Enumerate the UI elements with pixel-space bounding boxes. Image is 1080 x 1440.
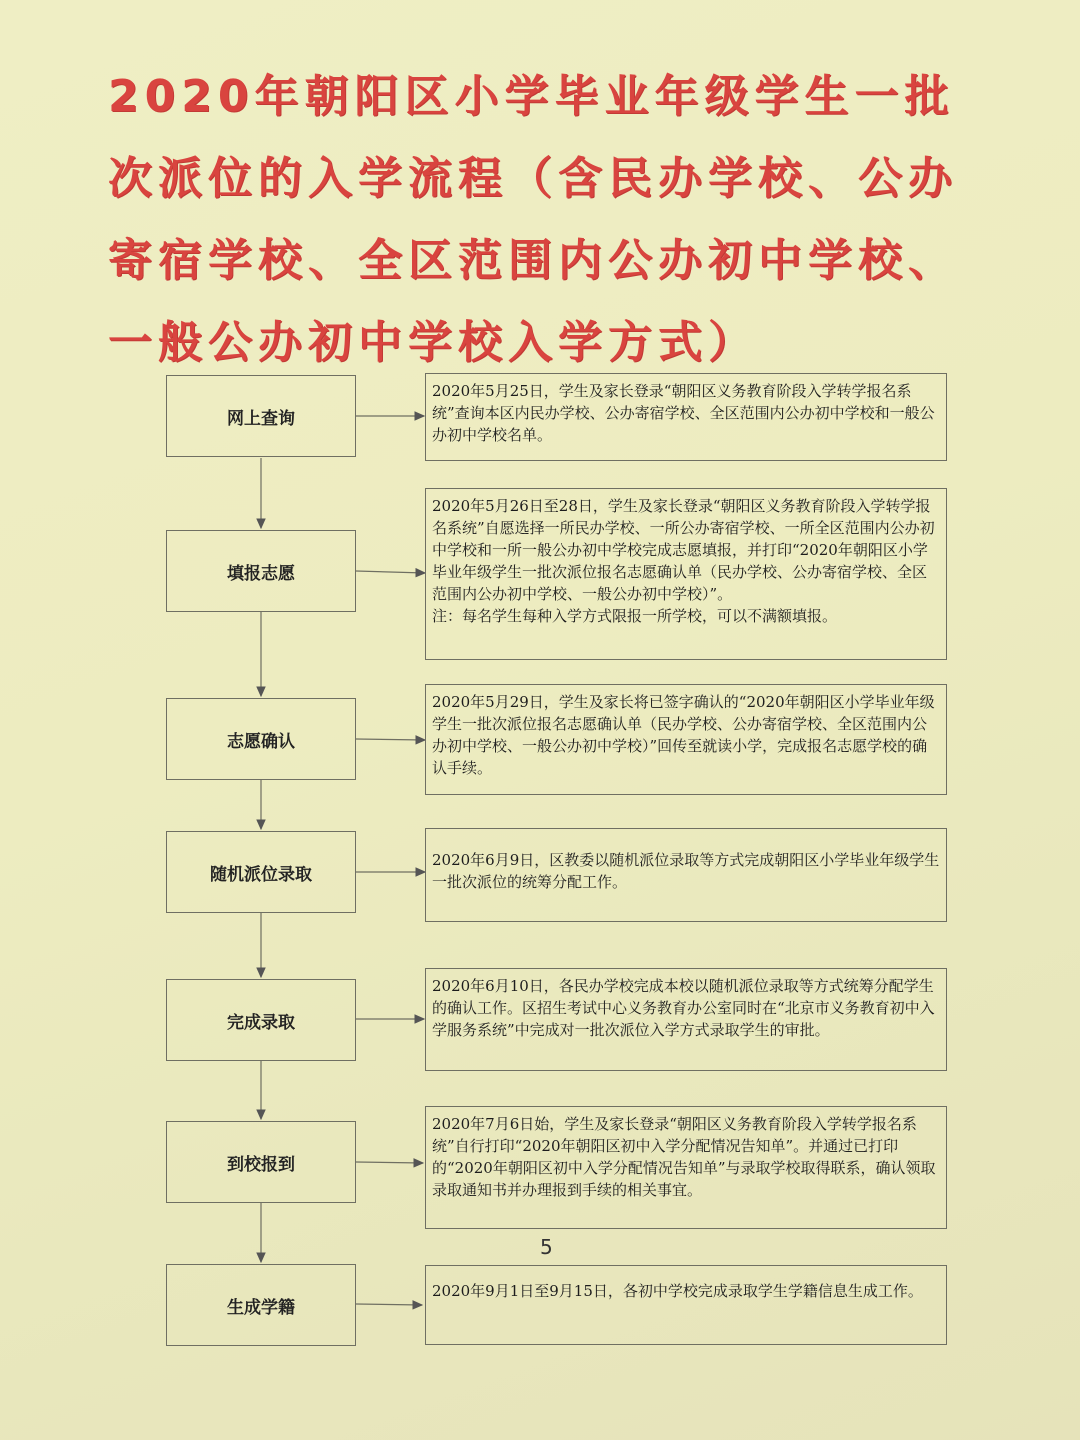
desc-box-fill-preferences bbox=[425, 488, 947, 660]
desc-text: 2020年6月10日，各民办学校完成本校以随机派位录取等方式统筹分配学生的确认工作。区招生考试中心义务教育办公室同时在“北京市义务教育初中入学服务系统”中完成对一批次派位入学方式录取学生的审批。 bbox=[432, 977, 935, 1039]
desc-box-complete-admission bbox=[425, 968, 947, 1071]
step-box-random-allocation: 随机派位录取 bbox=[166, 831, 356, 913]
desc-text: 2020年6月9日，区教委以随机派位录取等方式完成朝阳区小学毕业年级学生一批次派位的统筹分配工作。 bbox=[432, 851, 940, 891]
page-title: 2020年朝阳区小学毕业年级学生一批次派位的入学流程（含民办学校、公办寄宿学校、全区范围内公办初中学校、一般公办初中学校入学方式） bbox=[108, 71, 958, 368]
desc-note: 注：每名学生每种入学方式限报一所学校，可以不满额填报。 bbox=[432, 607, 838, 625]
desc-box-random-allocation bbox=[425, 828, 947, 922]
desc-box-confirm-preferences bbox=[425, 684, 947, 795]
arrow-right-7 bbox=[356, 1304, 422, 1305]
desc-text: 2020年7月6日始，学生及家长登录“朝阳区义务教育阶段入学转学报名系统”自行打印“2020年朝阳区初中入学分配情况告知单”。并通过已打印的“2020年朝阳区初中入学分配情况告知单”与录取学校取得联系，确认领取录取通知书并办理报到手续的相关事宜。 bbox=[432, 1115, 936, 1199]
desc-box-school-registration bbox=[425, 1106, 947, 1229]
arrow-right-2 bbox=[356, 571, 425, 573]
arrow-right-3 bbox=[356, 739, 425, 740]
step-box-confirm-preferences: 志愿确认 bbox=[166, 698, 356, 780]
desc-text: 2020年9月1日至9月15日，各初中学校完成录取学生学籍信息生成工作。 bbox=[432, 1282, 923, 1300]
step-box-school-registration: 到校报到 bbox=[166, 1121, 356, 1203]
desc-box-online-query bbox=[425, 373, 947, 461]
desc-text: 2020年5月25日，学生及家长登录“朝阳区义务教育阶段入学转学报名系统”查询本区内民办学校、公办寄宿学校、全区范围内公办初中学校和一般公办初中学校名单。 bbox=[432, 382, 935, 444]
step-box-online-query: 网上查询 bbox=[166, 375, 356, 457]
arrow-right-6 bbox=[356, 1162, 423, 1163]
desc-text: 2020年5月29日，学生及家长将已签字确认的“2020年朝阳区小学毕业年级学生一批次派位报名志愿确认单（民办学校、公办寄宿学校、全区范围内公办初中学校、一般公办初中学校）”回传至就读小学，完成报名志愿学校的确认手续。 bbox=[432, 693, 935, 777]
desc-text: 2020年5月26日至28日，学生及家长登录“朝阳区义务教育阶段入学转学报名系统”自愿选择一所民办学校、一所公办寄宿学校、一所全区范围内公办初中学校和一所一般公办初中学校完成志愿填报，并打印“2020年朝阳区小学毕业年级学生一批次派位报名志愿确认单（民办学校、公办寄宿学校、全区范围内公办初中学校、一般公办初中学校）”。 bbox=[432, 497, 935, 603]
desc-box-generate-record bbox=[425, 1265, 947, 1345]
step-box-generate-record: 生成学籍 bbox=[166, 1264, 356, 1346]
step-box-complete-admission: 完成录取 bbox=[166, 979, 356, 1061]
step-box-fill-preferences: 填报志愿 bbox=[166, 530, 356, 612]
page-number: 5 bbox=[540, 1235, 553, 1259]
